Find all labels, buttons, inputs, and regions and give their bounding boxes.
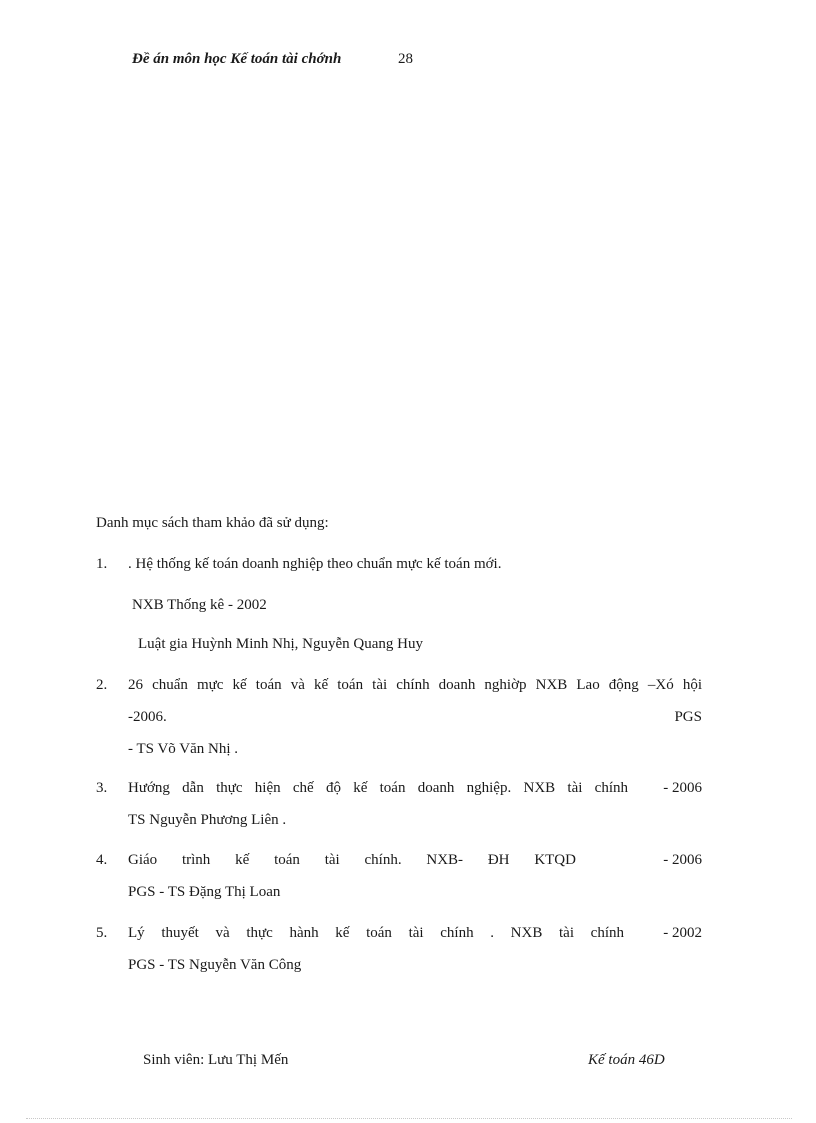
reference-title: Hướng dẫn thực hiện chế độ kế toán doanh nghiệp. NXB tài chính	[128, 780, 628, 796]
title-word: kế	[235, 852, 250, 868]
reference-number: 1.	[96, 556, 108, 572]
title-word: trình	[181, 852, 211, 868]
reference-year: - 2006	[663, 780, 702, 796]
reference-year: -2006.	[128, 709, 167, 725]
reference-author: PGS - TS Đặng Thị Loan	[128, 884, 281, 900]
reference-title: 26 chuẩn mực kế toán và kế toán tài chính doanh nghiờp NXB Lao động –Xó hội	[128, 677, 702, 693]
reference-author: - TS Võ Văn Nhị .	[128, 741, 239, 757]
title-word: NXB-	[426, 852, 464, 868]
reference-number: 4.	[96, 852, 108, 868]
footer-class: Kế toán 46D	[588, 1052, 665, 1068]
reference-title: . Hệ thống kế toán doanh nghiệp theo chuẩn mực kế toán mới.	[128, 556, 502, 572]
reference-title	[128, 852, 576, 869]
reference-year: - 2002	[663, 925, 702, 941]
reference-author: TS Nguyễn Phương Liên .	[128, 812, 287, 828]
page-header	[132, 51, 413, 68]
header-title: Đề án môn học Kế toán tài chớnh	[132, 51, 342, 67]
reference-year: - 2006	[663, 852, 702, 868]
title-word: ĐH	[487, 852, 510, 868]
title-word: tài	[324, 852, 340, 868]
reference-publisher: NXB Thống kê - 2002	[132, 597, 267, 613]
title-word: Giáo	[128, 852, 158, 868]
title-word: toán	[274, 852, 300, 868]
reference-title: Lý thuyết và thực hành kế toán tài chính . NXB tài chính	[128, 925, 624, 941]
title-word: chính.	[364, 852, 402, 868]
references-heading: Danh mục sách tham khảo đã sử dụng:	[96, 515, 329, 531]
reference-number: 3.	[96, 780, 108, 796]
page-bottom-rule	[26, 1118, 792, 1119]
reference-number: 5.	[96, 925, 108, 941]
footer-student: Sinh viên: Lưu Thị Mến	[143, 1052, 289, 1068]
reference-author: PGS - TS Nguyễn Văn Công	[128, 957, 302, 973]
page-footer	[0, 1052, 816, 1072]
reference-author-prefix: PGS	[674, 709, 702, 725]
title-word: KTQD	[534, 852, 576, 868]
header-page-number: 28	[398, 51, 413, 67]
reference-authors: Luật gia Huỳnh Minh Nhị, Nguyễn Quang Huy	[138, 636, 423, 652]
reference-number: 2.	[96, 677, 108, 693]
